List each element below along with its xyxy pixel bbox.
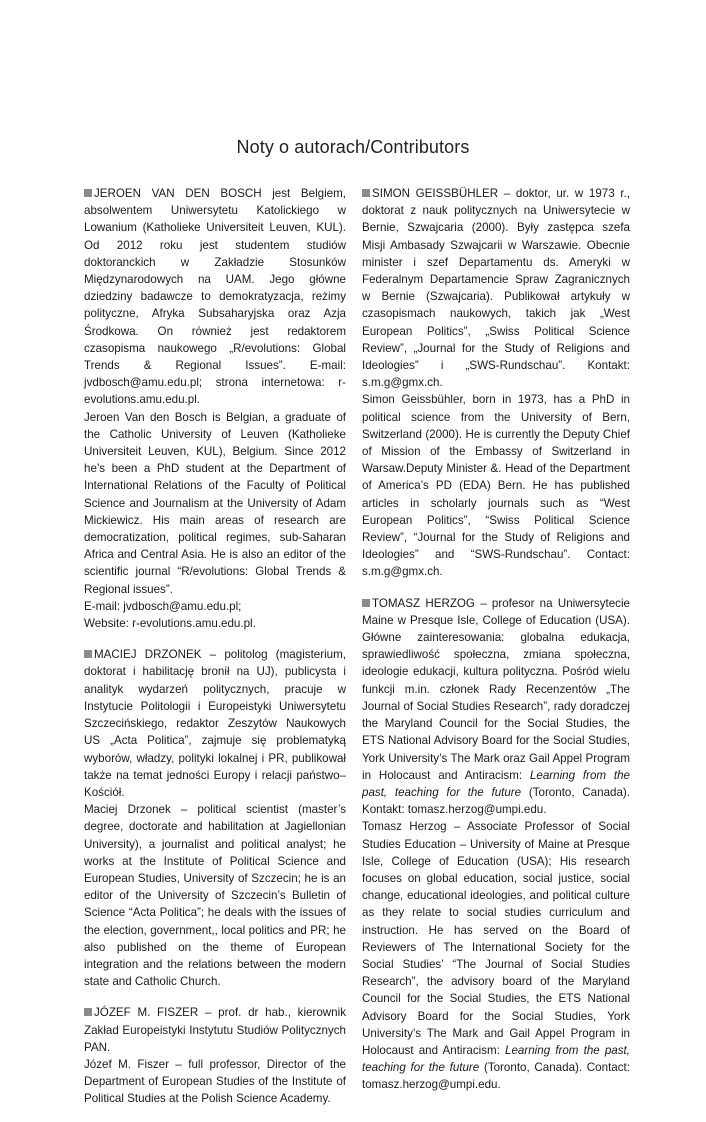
bio-polish: MACIEJ DRZONEK – politolog (magisterium, doktorat i habilitację bronił na UJ), publicysta i analityk wydarzeń politycznych, pracuje w Instytucie Politologii i Europeistyki Uniwersytetu Szczecińskiego, redaktor Zeszytów Naukowych US „Acta Politica”, zajmuje się problematyką wyborów, władzy, polityki lokalnej i PR, publikował także na temat jedności Europy i relacji państwo–Kościół. <box>84 648 346 799</box>
bio-polish: SIMON GEISSBÜHLER – doktor, ur. w 1973 r., doktorat z nauk politycznych na Uniwersytecie w Bernie, Szwajcaria (2000). Były zastępca szefa Misji Ambasady Szwajcarii w Warszawie. Obecnie minister i szef Departamentu ds. Ameryki w Federalnym Departamencie Spraw Zagranicznych w Bernie (Szwajcaria). Publikował artykuły w czasopismach naukowych, takich jak „West European Politics”, „Swiss Political Science Review”, „Journal for the Study of Religions and Ideologies” i „SWS-Rundschau”. Kontakt: s.m.g@gmx.ch. <box>362 187 630 390</box>
bio-polish: TOMASZ HERZOG – profesor na Uniwersytecie Maine w Presque Isle, College of Education (USA). Główne zainteresowania: globalna edukacja, sprawiedliwość społeczna, zmiana społeczna, ideologie edukacji, kultura polityczna. Pośród wielu funkcji m.in. członek Rady Recenzentów „The Journal of Social Studies Research”, rady doradczej the Maryland Council for the Social Studies, the ETS National Advisory Board for the Social Studies, York University’s The Mark oraz Gail Appel Program in Holocaust and Antiracism: Learning from the past, teaching for the future (Toronto, Canada). Kontakt: tomasz.herzog@umpi.edu. <box>362 596 630 817</box>
bullet-square-icon <box>362 599 370 607</box>
bio-english: Tomasz Herzog – Associate Professor of Social Studies Education – University of Maine at Presque Isle, College of Education (USA); His research focuses on global education, social justice, social change, educational ideologies, and political culture as they relate to social studies curriculum and instruction. He has served on the Board of Reviewers of The International Society for the Social Studies’ “The Journal of Social Studies Research”, the advisory board of the Maryland Council for the Social Studies, the ETS National Advisory Board for the Social Studies, York University’s The Mark and Gail Appel Program in Holocaust and Antiracism: Learning from the past, teaching for the future (Toronto, Canada). Contact: tomasz.herzog@umpi.edu. <box>362 820 630 1092</box>
bio-english: Jeroen Van den Bosch is Belgian, a graduate of the Catholic University of Leuven (Katholieke Universiteit Leuven, KUL), Belgium. Since 2012 he’s been a PhD student at the Department of International Relations of the Faculty of Political Science and Journalism at the University of Adam Mickiewicz. His main areas of research are democratization, political regimes, sub-Saharan Africa and Central Asia. He is also an editor of the scientific journal “R/evolutions: Global Trends & Regional issues”. <box>84 410 346 596</box>
bio-email: E-mail: jvdbosch@amu.edu.pl; <box>84 599 242 613</box>
bullet-square-icon <box>362 189 370 197</box>
bio-english: Józef M. Fiszer – full professor, Director of the Department of European Studies of the Institute of Political Studies at the Polish Science Academy. <box>84 1057 346 1106</box>
left-column <box>84 185 346 1122</box>
contributor-entry <box>84 1004 346 1107</box>
right-column <box>362 185 630 1108</box>
bullet-square-icon <box>84 189 92 197</box>
contributor-entry <box>84 646 346 990</box>
bio-polish: JÓZEF M. FISZER – prof. dr hab., kierownik Zakład Europeistyki Instytutu Studiów Politycznych PAN. <box>84 1006 346 1054</box>
page-title: Noty o autorach/Contributors <box>236 137 470 157</box>
contributor-entry <box>362 595 630 1094</box>
bio-polish: JEROEN VAN DEN BOSCH jest Belgiem, absolwentem Uniwersytetu Katolickiego w Lowanium (Katholieke Universiteit Leuven, KUL). Od 2012 roku jest studentem studiów doktoranckich w Zakładzie Stosunków Międzynarodowych na UAM. Jego główne dziedziny badawcze to demokratyzacja, reżimy polityczne, Afryka Subsaharyjska oraz Azja Środkowa. On również jest redaktorem czasopisma naukowego „R/evolutions: Global Trends & Regional Issues”. E-mail: jvdbosch@amu.edu.pl; strona internetowa: r-evolutions.amu.edu.pl. <box>84 187 346 407</box>
contributor-entry <box>362 185 630 581</box>
bio-english: Simon Geissbühler, born in 1973, has a PhD in political science from the University of Bern, Switzerland (2000). He is currently the Deputy Chief of Mission of the Embassy of Switzerland in Warsaw.Deputy Minister &. Head of the Department of America’s PD (EDA) Bern. He has published articles in scholarly journals such as “West European Politics”, “Swiss Political Science Review”, “Journal for the Study of Religions and Ideologies” and “SWS-Rundschau”. Contact: s.m.g@gmx.ch. <box>362 393 630 579</box>
bio-website: Website: r-evolutions.amu.edu.pl. <box>84 617 256 631</box>
bio-english: Maciej Drzonek – political scientist (master’s degree, doctorate and habilitation at Jagiellonian University), a journalist and political analyst; he works at the Institute of Political Science and European Studies, University of Szczecin; he is an editor of the University of Szczecin’s Bulletin of Science “Acta Politica”; he deals with the issues of the election, government,, local politics and PR; he also published on the theme of European integration and the relations between the modern state and Catholic Church. <box>84 803 346 989</box>
bullet-square-icon <box>84 1008 92 1016</box>
contributor-entry <box>84 185 346 632</box>
bullet-square-icon <box>84 650 92 658</box>
